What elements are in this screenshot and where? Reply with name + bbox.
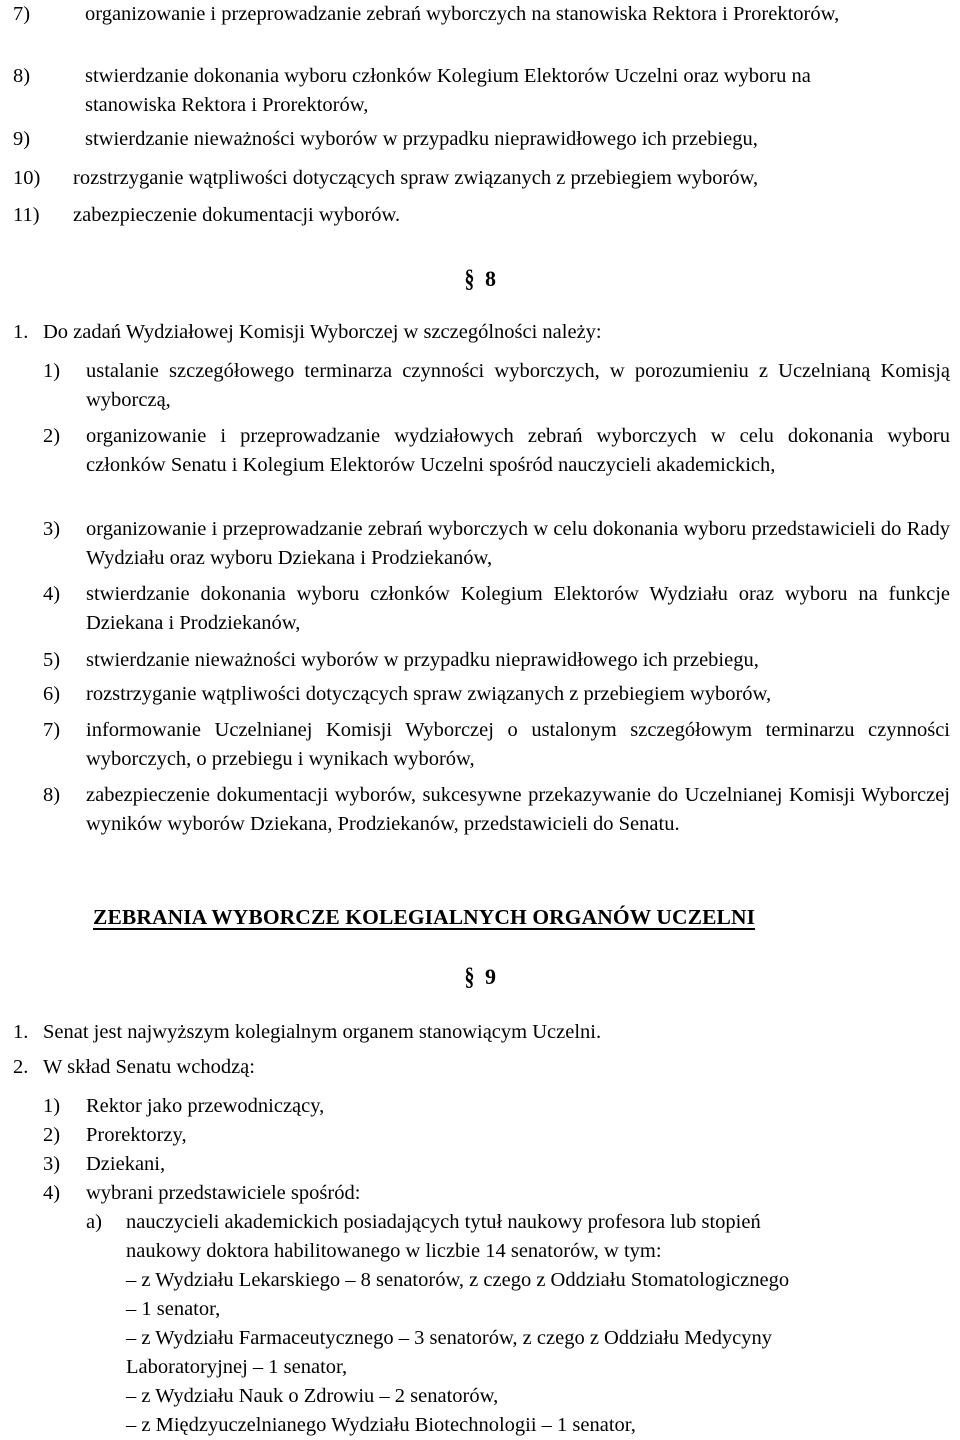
list-item (13, 201, 950, 230)
list-item-number: 6) (43, 683, 61, 705)
paragraph-number: 1. (13, 1021, 29, 1043)
paragraph-text: Do zadań Wydziałowej Komisji Wyborczej w szczególności należy: (43, 321, 602, 343)
list-item-number: 4) (43, 1182, 61, 1204)
dash-item: – 1 senator, (126, 1298, 221, 1320)
list-item (43, 515, 950, 573)
paragraph-text: Senat jest najwyższym kolegialnym organem stanowiącym Uczelni. (43, 1021, 602, 1043)
list-item (43, 646, 950, 675)
list-item (43, 680, 950, 709)
list-item-text: organizowanie i przeprowadzanie zebrań wyborczych na stanowiska Rektora i Prorektorów, (85, 3, 840, 25)
section-symbol: § (464, 264, 475, 293)
list-item-text: rozstrzyganie wątpliwości dotyczących spraw związanych z przebiegiem wyborów, (73, 167, 759, 189)
list-item (13, 164, 950, 193)
list-item-number: 7) (13, 3, 31, 25)
list-item-number: 11) (13, 204, 40, 226)
list-item-text: wybrani przedstawiciele spośród: (86, 1182, 361, 1204)
list-item-number: 2) (43, 1124, 61, 1146)
list-item-number: 10) (13, 167, 41, 189)
list-item (13, 125, 950, 154)
section-number: 9 (485, 964, 496, 989)
list-item-text: Dziekani, (86, 1153, 166, 1175)
list-item-text: stwierdzanie dokonania wyboru członków Kolegium Elektorów Uczelni oraz wyboru na stanowiska Rektora i Prorektorów, (85, 65, 811, 116)
sub-item-text: nauczycieli akademickich posiadających tytuł naukowy profesora lub stopień (126, 1211, 761, 1233)
paragraph-text: W skład Senatu wchodzą: (43, 1056, 255, 1078)
list-item (43, 781, 950, 839)
list-item-text: ustalanie szczegółowego terminarza czynności wyborczych, w porozumieniu z Uczelnianą Komisją wyborczą, (86, 360, 950, 411)
list-item (13, 0, 950, 29)
list-item-text: organizowanie i przeprowadzanie wydziałowych zebrań wyborczych w celu dokonania wyboru członków Senatu i Kolegium Elektorów Uczelni spośród nauczycieli akademickich, (86, 425, 950, 476)
list-item-text: zabezpieczenie dokumentacji wyborów. (73, 204, 401, 226)
list-item-number: 1) (43, 360, 61, 382)
list-item (43, 580, 950, 638)
chapter-heading: ZEBRANIA WYBORCZE KOLEGIALNYCH ORGANÓW UCZELNI (93, 905, 756, 929)
list-item-number: 3) (43, 518, 61, 540)
list-item-text: stwierdzanie nieważności wyborów w przypadku nieprawidłowego ich przebiegu, (85, 128, 758, 150)
list-item-text: rozstrzyganie wątpliwości dotyczących spraw związanych z przebiegiem wyborów, (86, 683, 772, 705)
list-item (43, 422, 950, 480)
section-heading-9 (0, 962, 960, 992)
list-item-text: zabezpieczenie dokumentacji wyborów, sukcesywne przekazywanie do Uczelnianej Komisji Wyborczej wyników wyborów Dziekana, Prodziekanów, przedstawicieli do Senatu. (86, 784, 950, 835)
list-item-text: stwierdzanie dokonania wyboru członków Kolegium Elektorów Wydziału oraz wyboru na funkcje Dziekana i Prodziekanów, (86, 583, 950, 634)
list-item-text: Rektor jako przewodniczący, (86, 1095, 325, 1117)
section-symbol: § (464, 962, 475, 991)
dash-item: – z Międzyuczelnianego Wydziału Biotechnologii – 1 senator, (126, 1414, 636, 1436)
sub-item-text: naukowy doktora habilitowanego w liczbie 14 senatorów, w tym: (126, 1240, 662, 1262)
paragraph-number: 2. (13, 1056, 29, 1078)
list-item-number: 3) (43, 1153, 61, 1175)
section-heading-8 (0, 264, 960, 294)
section-number: 8 (485, 266, 496, 291)
list-item-text: Prorektorzy, (86, 1124, 187, 1146)
list-item-number: 5) (43, 649, 61, 671)
list-item-text: organizowanie i przeprowadzanie zebrań wyborczych w celu dokonania wyboru przedstawicieli do Rady Wydziału oraz wyboru Dziekana i Prodziekanów, (86, 518, 950, 569)
list-item (43, 716, 950, 774)
list-item-number: 4) (43, 583, 61, 605)
list-item (43, 357, 950, 415)
list-item-text: stwierdzanie nieważności wyborów w przypadku nieprawidłowego ich przebiegu, (86, 649, 759, 671)
list-item-number: 2) (43, 425, 61, 447)
sub-item-letter: a) (86, 1211, 102, 1233)
dash-item: – z Wydziału Nauk o Zdrowiu – 2 senatorów, (126, 1385, 499, 1407)
paragraph-number: 1. (13, 321, 29, 343)
list-item-number: 9) (13, 128, 31, 150)
dash-item: – z Wydziału Farmaceutycznego – 3 senatorów, z czego z Oddziału Medycyny (126, 1327, 772, 1349)
list-item-number: 1) (43, 1095, 61, 1117)
list-item (13, 62, 950, 120)
list-item-number: 8) (43, 784, 61, 806)
list-item-number: 8) (13, 65, 31, 87)
list-item-number: 7) (43, 719, 61, 741)
dash-item: Laboratoryjnej – 1 senator, (126, 1356, 348, 1378)
dash-item: – z Wydziału Lekarskiego – 8 senatorów, z czego z Oddziału Stomatologicznego (126, 1269, 790, 1291)
list-item-text: informowanie Uczelnianej Komisji Wyborczej o ustalonym szczegółowym terminarzu czynności wyborczych, o przebiegu i wynikach wyborów, (86, 719, 950, 770)
